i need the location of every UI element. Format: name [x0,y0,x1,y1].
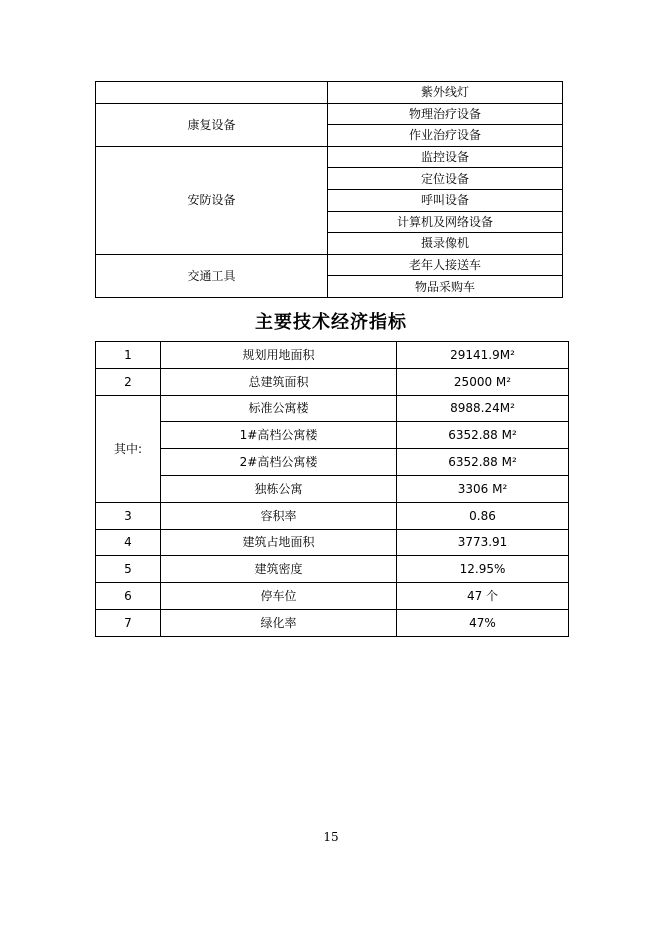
table-row [96,475,569,502]
row-number: 5 [96,556,161,583]
category-cell: 交通工具 [96,254,328,297]
category-cell: 安防设备 [96,146,328,254]
index-name: 规划用地面积 [161,342,397,369]
index-name: 建筑密度 [161,556,397,583]
row-number: 6 [96,583,161,610]
table-row [96,556,569,583]
category-cell [96,82,328,104]
index-value: 25000 M² [397,368,569,395]
item-cell: 定位设备 [328,168,563,190]
item-cell: 呼叫设备 [328,189,563,211]
table-row [96,146,563,168]
index-name: 标准公寓楼 [161,395,397,422]
table-row [96,103,563,125]
table-row [96,422,569,449]
page-number: 15 [323,830,339,844]
row-number: 7 [96,609,161,636]
index-value: 0.86 [397,502,569,529]
index-name: 1#高档公寓楼 [161,422,397,449]
category-cell: 康复设备 [96,103,328,146]
table-row [96,395,569,422]
row-number: 1 [96,342,161,369]
index-value: 8988.24M² [397,395,569,422]
item-cell: 老年人接送车 [328,254,563,276]
table-row [96,82,563,104]
table-row [96,502,569,529]
index-value: 47 个 [397,583,569,610]
table-row [96,449,569,476]
row-number: 4 [96,529,161,556]
index-name: 2#高档公寓楼 [161,449,397,476]
table-row [96,583,569,610]
table-row [96,368,569,395]
index-name: 独栋公寓 [161,475,397,502]
equipment-table [95,81,563,298]
index-value: 6352.88 M² [397,449,569,476]
index-name: 停车位 [161,583,397,610]
row-number: 3 [96,502,161,529]
group-label: 其中: [96,395,161,502]
section-title: 主要技术经济指标 [255,312,407,333]
table-row [96,609,569,636]
item-cell: 计算机及网络设备 [328,211,563,233]
item-cell: 摄录像机 [328,233,563,255]
index-value: 12.95% [397,556,569,583]
index-value: 47% [397,609,569,636]
table-row [96,342,569,369]
technical-economic-index-table [95,341,569,637]
table-row [96,529,569,556]
index-name: 建筑占地面积 [161,529,397,556]
index-name: 绿化率 [161,609,397,636]
index-value: 29141.9M² [397,342,569,369]
item-cell: 物品采购车 [328,276,563,298]
table-row [96,254,563,276]
index-name: 总建筑面积 [161,368,397,395]
index-value: 3306 M² [397,475,569,502]
index-value: 3773.91 [397,529,569,556]
row-number: 2 [96,368,161,395]
index-value: 6352.88 M² [397,422,569,449]
item-cell: 作业治疗设备 [328,125,563,147]
item-cell: 物理治疗设备 [328,103,563,125]
index-name: 容积率 [161,502,397,529]
item-cell: 监控设备 [328,146,563,168]
item-cell: 紫外线灯 [328,82,563,104]
